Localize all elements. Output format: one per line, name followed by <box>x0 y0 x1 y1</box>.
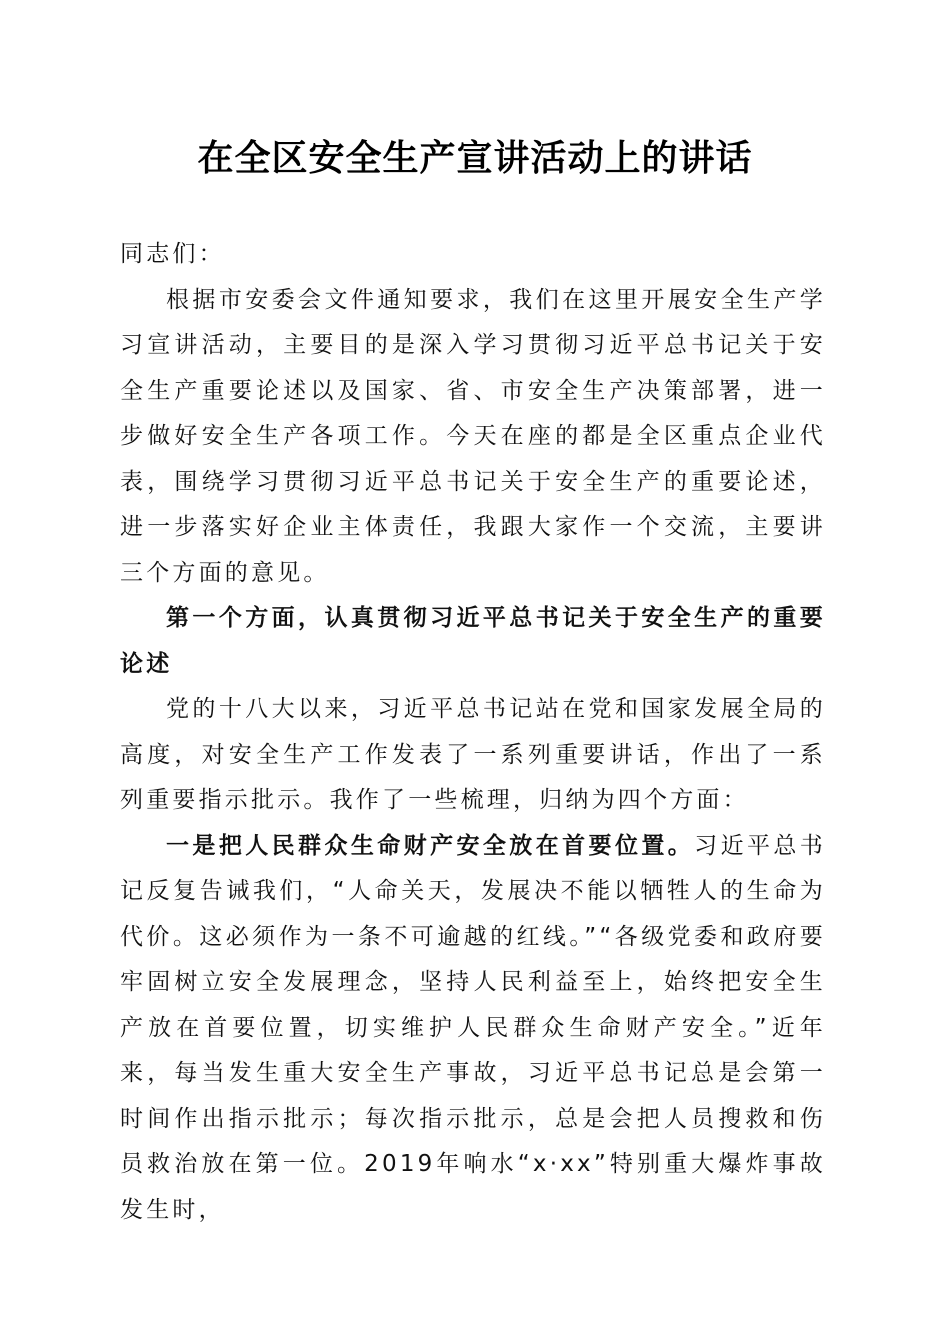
salutation: 同志们： <box>120 241 225 267</box>
document-body <box>120 232 826 1233</box>
point-paragraph <box>120 824 826 1234</box>
point-body: 习近平总书记反复告诫我们，“人命关天，发展决不能以牺牲人的生命为代价。这必须作为一条不可逾越的红线。”“各级党委和政府要牢固树立安全发展理念，坚持人民利益至上，始终把安全生产放在首要位置，切实维护人民群众生命财产安全。”近年来，每当发生重大安全生产事故，习近平总书记总是会第一时间作出指示批示；每次指示批示，总是会把人员搜救和伤员救治放在第一位。2019年响水“x·xx”特别重大爆炸事故发生时， <box>120 832 827 1223</box>
document-title: 在全区安全生产宣讲活动上的讲话 <box>197 137 753 179</box>
section-heading: 第一个方面，认真贯彻习近平总书记关于安全生产的重要论述 <box>120 605 826 677</box>
intro-paragraph: 根据市安委会文件通知要求，我们在这里开展安全生产学习宣讲活动，主要目的是深入学习贯彻习近平总书记关于安全生产重要论述以及国家、省、市安全生产决策部署，进一步做好安全生产各项工作。今天在座的都是全区重点企业代表，围绕学习贯彻习近平总书记关于安全生产的重要论述，进一步落实好企业主体责任，我跟大家作一个交流，主要讲三个方面的意见。 <box>120 286 826 586</box>
section-paragraph: 党的十八大以来，习近平总书记站在党和国家发展全局的高度，对安全生产工作发表了一系列重要讲话，作出了一系列重要指示批示。我作了一些梳理，归纳为四个方面： <box>120 696 826 813</box>
point-lead: 一是把人民群众生命财产安全放在首要位置。 <box>166 832 695 859</box>
